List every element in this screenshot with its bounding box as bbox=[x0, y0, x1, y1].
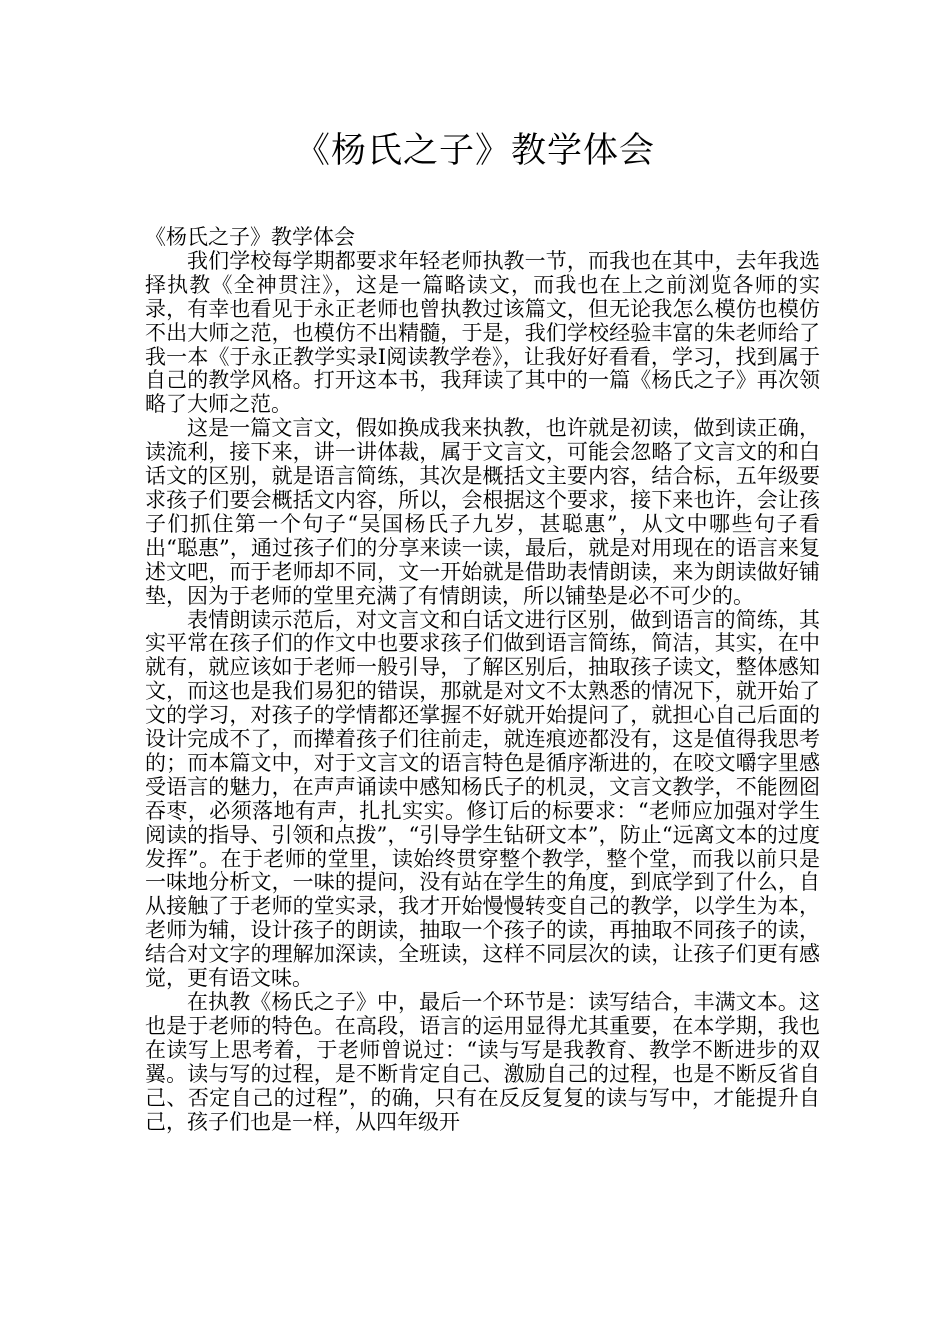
paragraph-2: 这是一篇文言文，假如换成我来执教，也许就是初读，做到读正确，读流利，接下来，讲一讲体裁，属于文言文，可能会忽略了文言文的和白话文的区别，就是语言简练，其次是概括文主要内容，结合标，五年级要求孩子们要会概括文内容，所以，会根据这个要求，接下来也许，会让孩子们抓住第一个句子“吴国杨氏子九岁，甚聪惠”，从文中哪些句子看出“聪惠”，通过孩子们的分享来读一读，最后，就是对用现在的语言来复述文吧，而于老师却不同，文一开始就是借助表情朗读，来为朗读做好铺垫，因为于老师的堂里充满了有情朗读，所以铺垫是必不可少的。 bbox=[145, 416, 820, 608]
document-body bbox=[145, 226, 820, 1134]
paragraph-1: 我们学校每学期都要求年轻老师执教一节，而我也在其中，去年我选择执教《全神贯注》，这是一篇略读文，而我也在上之前浏览各师的实录，有幸也看见于永正老师也曾执教过该篇文，但无论我怎么模仿也模仿不出大师之范，也模仿不出精髓，于是，我们学校经验丰富的朱老师给了我一本《于永正教学实录Ⅰ阅读教学卷》，让我好好看看，学习，找到属于自己的教学风格。打开这本书，我拜读了其中的一篇《杨氏之子》再次领略了大师之范。 bbox=[145, 248, 820, 417]
document-title: 《杨氏之子》教学体会 bbox=[294, 131, 655, 171]
paragraph-4: 在执教《杨氏之子》中，最后一个环节是：读写结合，丰满文本。这也是于老师的特色。在高段，语言的运用显得尤其重要，在本学期，我也在读写上思考着，于老师曾说过：“读与写是我教育、教学不断进步的双翼。读与写的过程，是不断肯定自己、激励自己的过程，也是不断反省自己、否定自己的过程”，的确，只有在反反复复的读与写中，才能提升自己，孩子们也是一样，从四年级开 bbox=[145, 990, 820, 1134]
paragraph-3: 表情朗读示范后，对文言文和白话文进行区别，做到语言的简练，其实平常在孩子们的作文中也要求孩子们做到语言简练，简洁，其实，在中就有，就应该如于老师一般引导，了解区别后，抽取孩子读文，整体感知文，而这也是我们易犯的错误，那就是对文不太熟悉的情况下，就开始了文的学习，对孩子的学情都还掌握不好就开始提问了，就担心自己后面的设计完成不了，而撵着孩子们往前走，就连痕迹都没有，这是值得我思考的；而本篇文中，对于文言文的语言特色是循序渐进的，在咬文嚼字里感受语言的魅力，在声声诵读中感知杨氏子的机灵，文言文教学，不能囫囵吞枣，必须落地有声，扎扎实实。修订后的标要求：“老师应加强对学生阅读的指导、引领和点拨”，“引导学生钻研文本”，防止“远离文本的过度发挥”。在于老师的堂里，读始终贯穿整个教学，整个堂，而我以前只是一味地分析文，一味的提问，没有站在学生的角度，到底学到了什么，自从接触了于老师的堂实录，我才开始慢慢转变自己的教学，以学生为本，老师为辅，设计孩子的朗读，抽取一个孩子的读，再抽取不同孩子的读，结合对文字的理解加深读，全班读，这样不同层次的读，让孩子们更有感觉，更有语文味。 bbox=[145, 607, 820, 991]
document-subtitle: 《杨氏之子》教学体会 bbox=[145, 225, 355, 249]
